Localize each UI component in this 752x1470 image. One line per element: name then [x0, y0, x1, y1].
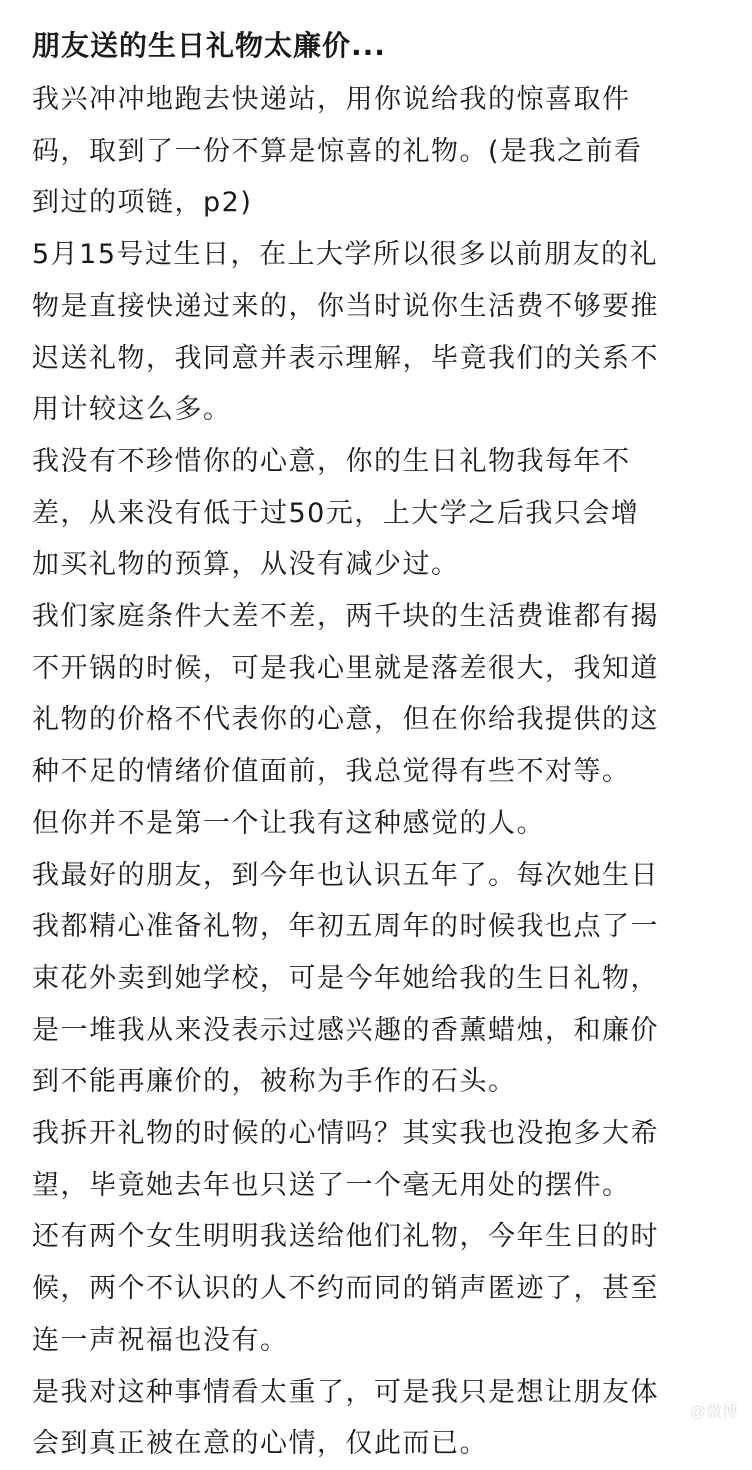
body-line: 我都精心准备礼物，年初五周年的时候我也点了一	[32, 911, 659, 943]
body-paragraph	[32, 591, 732, 798]
body-line: 望，毕竟她去年也只送了一个毫无用处的摆件。	[32, 1169, 631, 1201]
body-paragraph	[32, 229, 732, 436]
body-line: 种不足的情绪价值面前，我总觉得有些不对等。	[32, 756, 631, 788]
body-line: 不开锅的时候，可是我心里就是落差很大，我知道	[32, 652, 659, 684]
body-line: 我兴冲冲地跑去快递站，用你说给我的惊喜取件	[32, 84, 631, 115]
body-paragraph	[32, 1367, 732, 1470]
body-line: 加买礼物的预算，从没有减少过。	[32, 549, 460, 581]
body-line: 礼物的价格不代表你的心意，但在你给我提供的这	[32, 704, 659, 736]
body-paragraph	[32, 74, 732, 229]
body-paragraph	[32, 1108, 732, 1211]
body-line: 我没有不珍惜你的心意，你的生日礼物我每年不	[32, 445, 631, 477]
body-line: 差，从来没有低于过50元，上大学之后我只会增	[32, 497, 640, 529]
body-line: 迟送礼物，我同意并表示理解，毕竟我们的关系不	[32, 342, 659, 374]
post-title: 朋友送的生日礼物太廉价...	[32, 29, 386, 62]
body-line: 会到真正被在意的心情，仅此而已。	[32, 1428, 488, 1460]
body-line: 到过的项链，p2)	[32, 187, 253, 219]
body-line: 但你并不是第一个让我有这种感觉的人。	[32, 807, 545, 839]
body-paragraph	[32, 850, 732, 1109]
body-line: 码，取到了一份不算是惊喜的礼物。(是我之前看	[32, 135, 643, 167]
body-paragraph	[32, 1211, 732, 1366]
body-paragraph	[32, 436, 732, 591]
body-line: 到不能再廉价的，被称为手作的石头。	[32, 1066, 517, 1098]
body-line: 是我对这种事情看太重了，可是我只是想让朋友体	[32, 1376, 659, 1408]
body-line: 还有两个女生明明我送给他们礼物，今年生日的时	[32, 1221, 659, 1253]
body-line: 束花外卖到她学校，可是今年她给我的生日礼物，	[32, 962, 659, 994]
body-line: 我最好的朋友，到今年也认识五年了。每次她生日	[32, 859, 659, 891]
post-body	[32, 74, 732, 1470]
post	[32, 18, 732, 1470]
body-line: 候，两个不认识的人不约而同的销声匿迹了，甚至	[32, 1273, 659, 1305]
watermark: @微博	[689, 1404, 738, 1421]
body-line: 连一声祝福也没有。	[32, 1324, 289, 1356]
body-line: 我们家庭条件大差不差，两千块的生活费谁都有揭	[32, 601, 659, 633]
body-line: 用计较这么多。	[32, 394, 232, 426]
body-line: 物是直接快递过来的，你当时说你生活费不够要推	[32, 290, 659, 322]
body-line: 我拆开礼物的时候的心情吗？其实我也没抱多大希	[32, 1118, 659, 1150]
body-line: 5月15号过生日，在上大学所以很多以前朋友的礼	[32, 239, 659, 271]
body-line: 是一堆我从来没表示过感兴趣的香薰蜡烛，和廉价	[32, 1014, 659, 1046]
body-paragraph	[32, 798, 732, 850]
